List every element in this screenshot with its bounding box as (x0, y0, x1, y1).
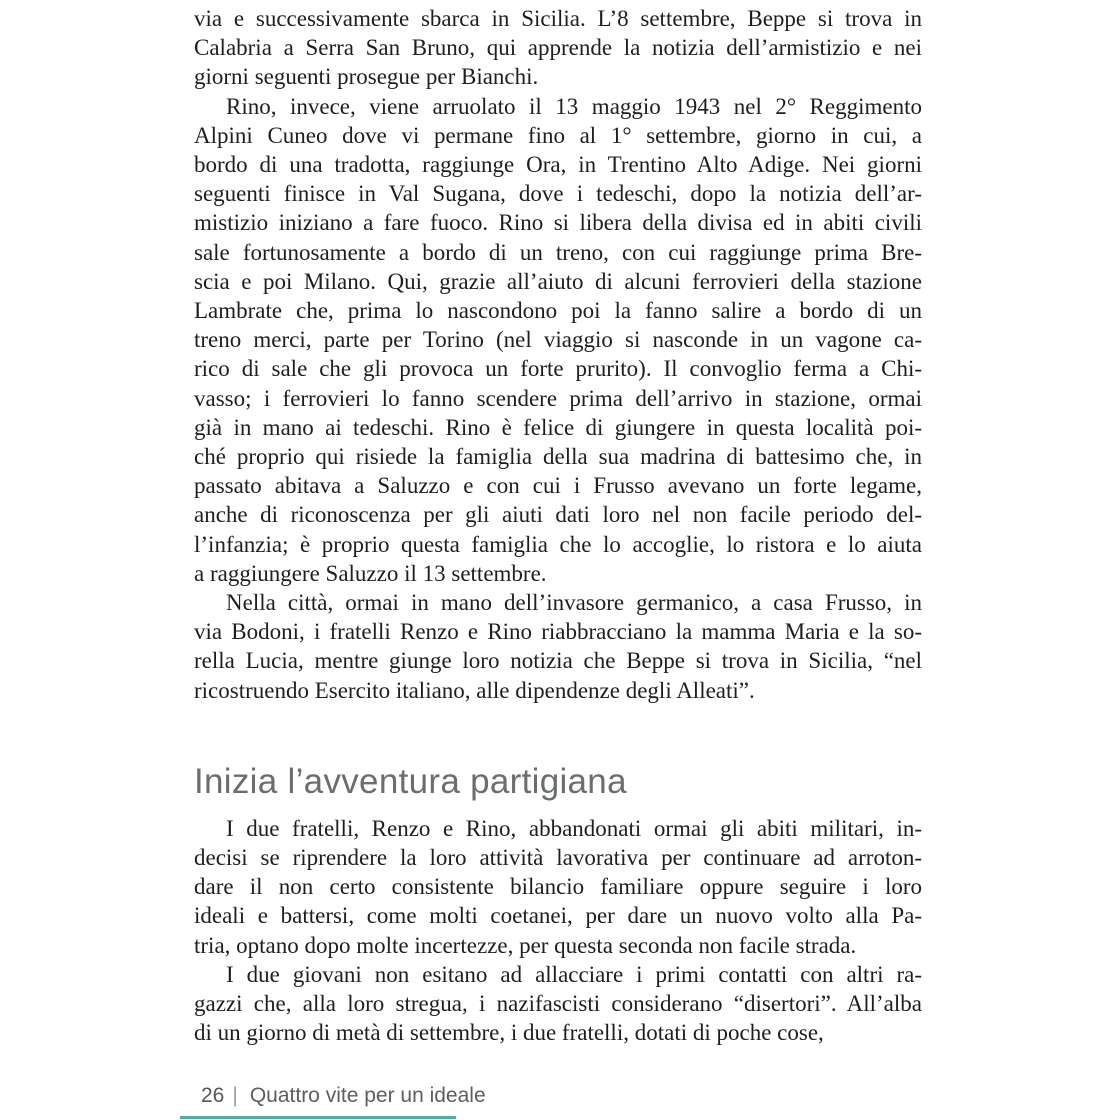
text-line: giorni seguenti prosegue per Bianchi. (194, 64, 539, 90)
text-line: via Bodoni, i fratelli Renzo e Rino riabbracciano la mamma Maria e la so- (194, 619, 922, 645)
page-body (194, 4, 922, 1048)
section-heading: Inizia l’avventura partigiana (194, 761, 627, 801)
text-line: dare il non certo consistente bilancio familiare oppure seguire i loro (194, 874, 922, 900)
text-line: di un giorno di metà di settembre, i due fratelli, dotati di poche cose, (194, 1020, 824, 1046)
text-line: già in mano ai tedeschi. Rino è felice di giungere in questa località poi- (194, 414, 922, 440)
text-line: ricostruendo Esercito italiano, alle dipendenze degli Alleati”. (194, 677, 755, 703)
text-line: Nella città, ormai in mano dell’invasore germanico, a casa Frusso, in (226, 590, 922, 616)
page-footer (201, 1084, 486, 1108)
text-line: I due fratelli, Renzo e Rino, abbandonati ormai gli abiti militari, in- (226, 815, 922, 841)
text-line: scia e poi Milano. Qui, grazie all’aiuto di alcuni ferrovieri della stazione (194, 268, 922, 294)
text-line: treno merci, parte per Torino (nel viaggio si nasconde in un vagone ca- (194, 327, 922, 353)
paragraph (194, 588, 922, 705)
footer-separator: | (232, 1084, 238, 1107)
footer-accent-rule (180, 1116, 456, 1119)
text-line: I due giovani non esitano ad allacciare i primi contatti con altri ra- (226, 961, 922, 987)
text-line: via e successivamente sbarca in Sicilia. L’8 settembre, Beppe si trova in (194, 6, 922, 31)
text-block-before-heading (194, 4, 922, 705)
text-line: Lambrate che, prima lo nascondono poi la fanno salire a bordo di un (194, 298, 922, 324)
text-line: Alpini Cuneo dove vi permane fino al 1° settembre, giorno in cui, a (194, 122, 922, 148)
paragraph (194, 4, 922, 92)
text-line: decisi se riprendere la loro attività lavorativa per continuare ad arroton- (194, 845, 922, 871)
text-line: sale fortunosamente a bordo di un treno, con cui raggiunge prima Bre- (194, 239, 922, 265)
text-line: seguenti finisce in Val Sugana, dove i tedeschi, dopo la notizia dell’ar- (194, 181, 922, 207)
text-line: vasso; i ferrovieri lo fanno scendere prima dell’arrivo in stazione, ormai (194, 385, 922, 411)
text-line: ideali e battersi, come molti coetanei, per dare un nuovo volto alla Pa- (194, 903, 922, 929)
text-line: Rino, invece, viene arruolato il 13 maggio 1943 nel 2° Reggimento (226, 93, 922, 119)
paragraph (194, 814, 922, 960)
text-line: gazzi che, alla loro stregua, i nazifascisti considerano “disertori”. All’alba (194, 991, 922, 1017)
paragraph (194, 960, 922, 1048)
paragraph (194, 92, 922, 588)
text-line: tria, optano dopo molte incertezze, per questa seconda non facile strada. (194, 932, 857, 958)
text-line: rico di sale che gli provoca un forte prurito). Il convoglio ferma a Chi- (194, 356, 922, 382)
text-line: mistizio iniziano a fare fuoco. Rino si libera della divisa ed in abiti civili (194, 210, 922, 236)
text-line: passato abitava a Saluzzo e con cui i Frusso avevano un forte legame, (194, 473, 922, 499)
text-line: a raggiungere Saluzzo il 13 settembre. (194, 560, 547, 586)
text-block-after-heading (194, 814, 922, 1048)
text-line: anche di riconoscenza per gli aiuti dati loro nel non facile periodo del- (194, 502, 922, 528)
text-line: l’infanzia; è proprio questa famiglia che lo accoglie, lo ristora e lo aiuta (194, 531, 922, 557)
text-line: Calabria a Serra San Bruno, qui apprende la notizia dell’armistizio e nei (194, 35, 922, 61)
page-number: 26 (201, 1084, 225, 1107)
text-line: ché proprio qui risiede la famiglia della sua madrina di battesimo che, in (194, 444, 922, 470)
text-line: rella Lucia, mentre giunge loro notizia che Beppe si trova in Sicilia, “nel (194, 648, 922, 674)
book-title: Quattro vite per un ideale (249, 1084, 486, 1107)
text-line: bordo di una tradotta, raggiunge Ora, in Trentino Alto Adige. Nei giorni (194, 152, 922, 178)
